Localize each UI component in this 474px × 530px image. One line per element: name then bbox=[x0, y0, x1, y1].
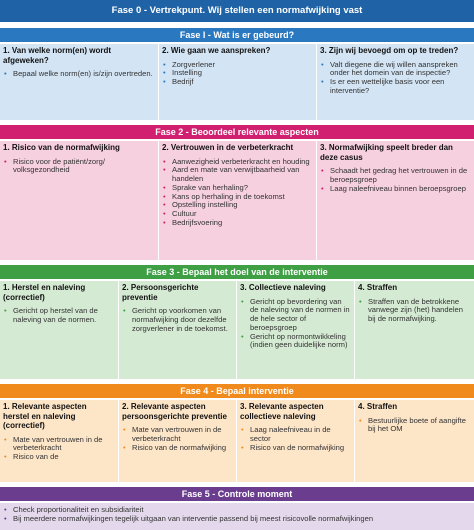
list-item: • Risico van de normafwijking bbox=[123, 442, 227, 452]
bullet-icon: • bbox=[123, 442, 126, 452]
phase4-col-4 bbox=[354, 400, 474, 482]
list-item: • Is er een wettelijke basis voor een interventie? bbox=[321, 77, 445, 95]
phase3-section bbox=[0, 281, 474, 379]
phase3-col-3 bbox=[236, 281, 354, 379]
bullet-icon: • bbox=[163, 68, 166, 78]
phase2-col-3-heading: 3. Normafwijking speelt breder dan deze casus bbox=[320, 143, 453, 162]
list-item: • Sprake van herhaling? bbox=[163, 182, 248, 192]
bullet-icon: • bbox=[359, 415, 362, 425]
list-item: • Risico voor de patiënt/zorg/ volksgezondheid bbox=[4, 156, 106, 175]
bullet-icon: • bbox=[163, 156, 166, 166]
bullet-icon: • bbox=[321, 166, 324, 175]
bullet-icon: • bbox=[4, 306, 7, 315]
phase3-col-2-heading: 2. Persoonsgerichte preventie bbox=[122, 283, 199, 302]
phase4-col-4-heading: 4. Straffen bbox=[358, 402, 398, 411]
phase1-col-2 bbox=[158, 44, 316, 120]
bullet-icon: • bbox=[321, 77, 324, 87]
list-item: • Mate van vertrouwen in de verbeterkracht bbox=[4, 434, 103, 453]
phase4-col-2 bbox=[118, 400, 236, 482]
list-item: • Opstelling instelling bbox=[163, 200, 238, 210]
bullet-icon: • bbox=[163, 209, 166, 219]
bullet-icon: • bbox=[241, 425, 244, 434]
list-item: • Bepaal welke norm(en) is/zijn overtreden. bbox=[4, 69, 153, 78]
bullet-icon: • bbox=[4, 452, 7, 462]
bullet-icon: • bbox=[163, 59, 166, 69]
list-item: • Valt diegene die wij willen aanspreken onder het domein van de inspectie? bbox=[321, 59, 458, 78]
bullet-icon: • bbox=[163, 182, 166, 192]
phase1-col-3 bbox=[316, 44, 474, 120]
list-item: • Gericht op voorkomen van normafwijking door dezelfde zorgverlener in de toekomst. bbox=[123, 306, 228, 333]
phase1-col-3-heading: 3. Zijn wij bevoegd om op te treden? bbox=[320, 46, 459, 55]
list-item: • Laag naleefniveau binnen beroepsgroep bbox=[321, 183, 466, 193]
phase3-col-4 bbox=[354, 281, 474, 379]
bullet-icon: • bbox=[241, 296, 244, 306]
phase5-col bbox=[0, 503, 474, 530]
list-item: • Gericht op bevordering van de naleving van de normen in de hele sector of beroepsgroep bbox=[241, 296, 350, 332]
bullet-icon: • bbox=[4, 434, 7, 444]
list-item: • Risico van de normafwijking bbox=[241, 442, 345, 452]
bullet-icon: • bbox=[4, 69, 7, 78]
phase4-col-3 bbox=[236, 400, 354, 482]
phase1-banner: Fase I - Wat is er gebeurd? bbox=[0, 28, 474, 42]
list-item: • Bedrijf bbox=[163, 77, 194, 87]
list-item: • Bij meerdere normafwijkingen tegelijk uitgaan van interventie passend bij meest risicovolle normafwijkingen bbox=[4, 513, 374, 523]
phase2-col-2 bbox=[158, 141, 316, 260]
list-item: • Zorgverlener bbox=[163, 59, 216, 69]
phase1-col-2-heading: 2. Wie gaan we aanspreken? bbox=[162, 46, 271, 55]
list-item: • Gericht op herstel van de naleving van de normen. bbox=[4, 306, 98, 324]
phase2-col-3 bbox=[316, 141, 474, 260]
bullet-icon: • bbox=[163, 165, 166, 175]
list-item: • Risico van de bbox=[4, 452, 59, 462]
phase4-col-3-heading: 3. Relevante aspecten collectieve naleving bbox=[240, 402, 324, 421]
phase3-col-3-heading: 3. Collectieve naleving bbox=[240, 283, 326, 292]
bullet-icon: • bbox=[163, 191, 166, 201]
phase3-banner: Fase 3 - Bepaal het doel van de interventie bbox=[0, 265, 474, 279]
phase4-col-1-heading: 1. Relevante aspecten herstel en naleving (correctief) bbox=[3, 402, 87, 430]
bullet-icon: • bbox=[321, 59, 324, 69]
list-item: • Kans op herhaling in de toekomst bbox=[163, 191, 285, 201]
bullet-icon: • bbox=[123, 306, 126, 315]
phase0-banner: Fase 0 - Vertrekpunt. Wij stellen een normafwijking vast bbox=[0, 0, 474, 22]
phase3-col-1 bbox=[0, 281, 118, 379]
phase3-col-1-heading: 1. Herstel en naleving (correctief) bbox=[3, 283, 86, 302]
list-item: • Mate van vertrouwen in de verbeterkracht bbox=[123, 425, 222, 443]
phase2-banner: Fase 2 - Beoordeel relevante aspecten bbox=[0, 125, 474, 139]
phase2-section bbox=[0, 141, 474, 260]
list-item: • Check proportionaliteit en subsidiariteit bbox=[4, 505, 144, 514]
bullet-icon: • bbox=[163, 77, 166, 87]
phase2-col-1 bbox=[0, 141, 158, 260]
list-item: • Gericht op normontwikkeling (indien geen duidelijke norm) bbox=[241, 331, 348, 350]
list-item: • Instelling bbox=[163, 68, 202, 78]
phase2-col-2-heading: 2. Vertrouwen in de verbeterkracht bbox=[162, 143, 294, 152]
phase5-banner: Fase 5 - Controle moment bbox=[0, 487, 474, 501]
bullet-icon: • bbox=[123, 425, 126, 434]
phase4-banner: Fase 4 - Bepaal interventie bbox=[0, 384, 474, 398]
phase3-col-2 bbox=[118, 281, 236, 379]
phase5-section bbox=[0, 503, 474, 530]
bullet-icon: • bbox=[4, 513, 7, 523]
list-item: • Laag naleefniveau in de sector bbox=[241, 425, 331, 443]
phase2-col-1-heading: 1. Risico van de normafwijking bbox=[3, 143, 120, 152]
bullet-icon: • bbox=[4, 156, 7, 166]
list-item: • Cultuur bbox=[163, 209, 197, 219]
list-item: • Aard en mate van verwijtbaarheid van handelen bbox=[163, 165, 300, 184]
phase1-section bbox=[0, 44, 474, 120]
bullet-icon: • bbox=[163, 218, 166, 228]
list-item: • Schaadt het gedrag het vertrouwen in de beroepsgroep bbox=[321, 166, 468, 184]
phase4-col-2-heading: 2. Relevante aspecten persoonsgerichte preventie bbox=[122, 402, 227, 421]
bullet-icon: • bbox=[163, 200, 166, 210]
phase1-col-1-heading: 1. Van welke norm(en) wordt afgeweken? bbox=[3, 46, 112, 65]
bullet-icon: • bbox=[321, 183, 324, 193]
bullet-icon: • bbox=[359, 296, 362, 306]
bullet-icon: • bbox=[241, 442, 244, 452]
list-item: • Straffen van de betrokkene vanwege zijn (het) handelen bij de normafwijking. bbox=[359, 296, 463, 324]
bullet-icon: • bbox=[4, 505, 7, 514]
phase1-col-1 bbox=[0, 44, 158, 120]
bullet-icon: • bbox=[241, 331, 244, 341]
phase4-section bbox=[0, 400, 474, 482]
phase4-col-1 bbox=[0, 400, 118, 482]
list-item: • Aanwezigheid verbeterkracht en houding bbox=[163, 156, 310, 166]
list-item: • Bedrijfsvoering bbox=[163, 218, 223, 228]
phase3-col-4-heading: 4. Straffen bbox=[358, 283, 398, 292]
list-item: • Bestuurlijke boete of aangifte bij het OM bbox=[359, 415, 466, 434]
